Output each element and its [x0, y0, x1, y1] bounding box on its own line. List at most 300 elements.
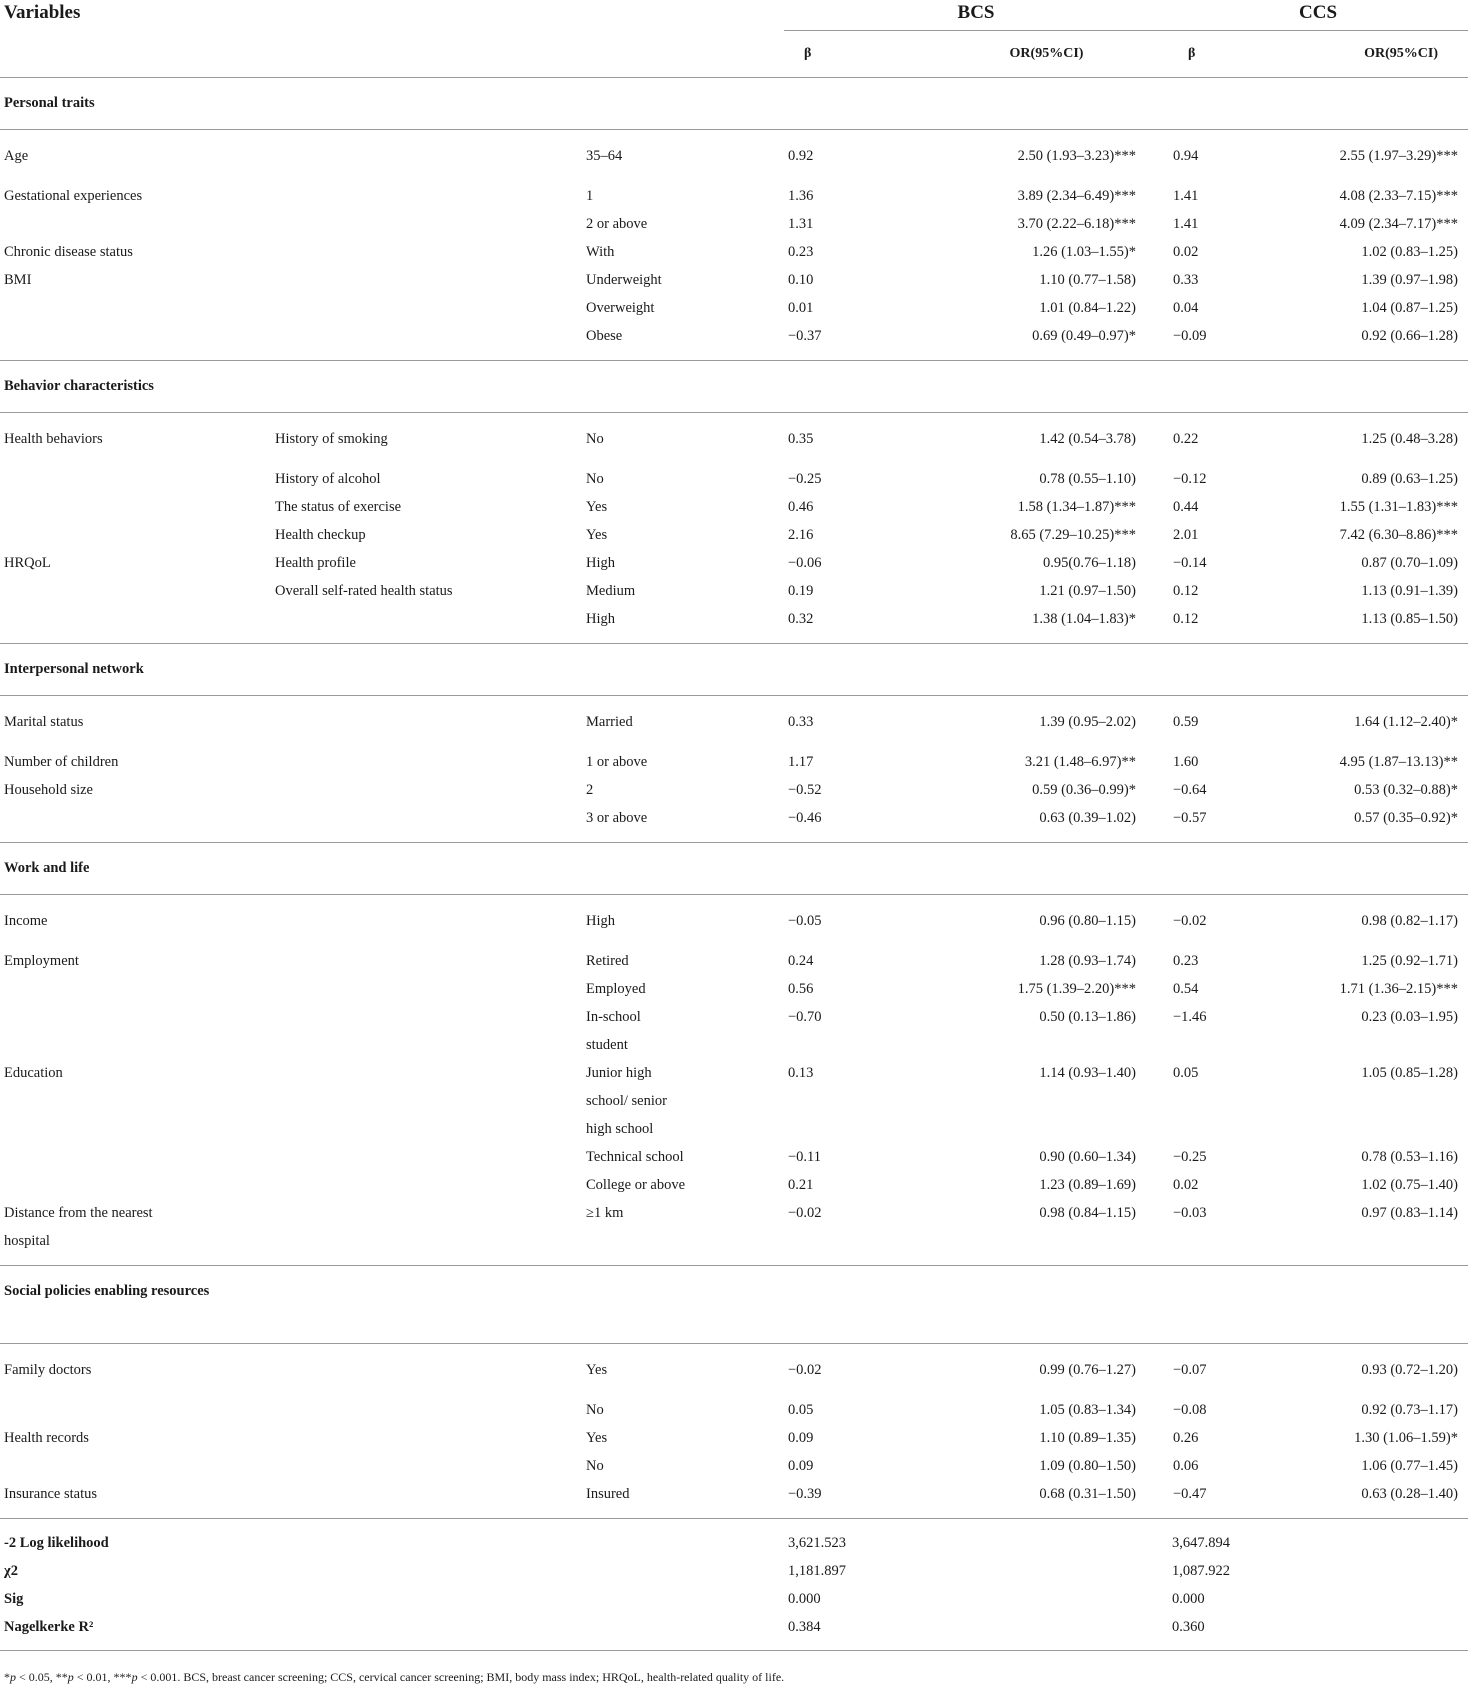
bcs-or-cell: 1.28 (0.93–1.74)	[1039, 953, 1136, 969]
sub-variable-cell	[271, 1396, 582, 1424]
variable-cell	[0, 130, 271, 183]
level-label: 3 or above	[586, 810, 648, 826]
ccs-or-cell: 0.23 (0.03–1.95)	[1361, 1009, 1459, 1025]
variable-cell	[0, 493, 271, 521]
ccs-beta-cell: 0.22	[1173, 431, 1199, 447]
bcs-beta-cell: 0.05	[788, 1402, 814, 1418]
level-label: No	[586, 1458, 604, 1474]
ccs-beta-cell: 0.02	[1173, 244, 1199, 260]
bcs-or-cell: 1.14 (0.93–1.40)	[1039, 1065, 1136, 1081]
sub-variable-cell: The status of exercise	[275, 499, 402, 515]
sub-variable-cell	[271, 322, 582, 361]
level-cell	[582, 577, 784, 605]
bcs-beta-cell: −0.39	[784, 1480, 925, 1519]
bcs-or-cell: 0.78 (0.55–1.10)	[1039, 471, 1136, 487]
stats-empty	[582, 1613, 784, 1651]
bcs-beta-cell: 0.33	[788, 714, 814, 730]
variable-cell	[0, 1199, 271, 1266]
bcs-beta-cell: −0.52	[788, 782, 822, 798]
level-label: ≥1 km	[586, 1205, 624, 1221]
stats-ccs-value: 1,087.922	[1172, 1563, 1230, 1579]
bcs-or-cell: 1.26 (1.03–1.55)*	[1032, 244, 1136, 260]
ccs-or-cell: 4.08 (2.33–7.15)***	[1339, 188, 1459, 204]
variable-cell	[0, 696, 271, 749]
variable-label: Age	[4, 148, 29, 164]
variable-cell	[0, 266, 271, 294]
sub-variable-cell	[271, 748, 582, 776]
table-row	[0, 549, 1468, 577]
table-row	[0, 182, 1468, 210]
variable-cell	[0, 1396, 271, 1424]
table-row	[0, 577, 1468, 605]
bcs-or-cell: 0.90 (0.60–1.34)	[1039, 1149, 1136, 1165]
level-cell	[582, 1143, 784, 1171]
level-label: Employed	[586, 981, 646, 997]
section-row-network	[0, 644, 1468, 696]
level-cell	[582, 1199, 784, 1266]
bcs-or-cell: 1.09 (0.80–1.50)	[1039, 1458, 1136, 1474]
variable-cell	[0, 748, 271, 776]
variable-label: Employment	[4, 953, 79, 969]
ccs-beta-cell: −0.57	[1168, 804, 1317, 843]
ccs-beta-cell: 0.06	[1173, 1458, 1199, 1474]
ccs-or-cell: 0.87 (0.70–1.09)	[1361, 555, 1459, 571]
stats-bcs-value: 0.384	[784, 1613, 1168, 1651]
level-label: Junior high school/ senior high school	[586, 1065, 667, 1137]
bcs-beta-cell: 0.92	[788, 148, 814, 164]
variable-cell	[0, 413, 271, 466]
level-label: Obese	[586, 328, 623, 344]
level-label: Underweight	[586, 272, 662, 288]
bcs-beta-cell: 0.56	[788, 981, 814, 997]
section-row-work	[0, 843, 1468, 895]
variable-label: Marital status	[4, 714, 84, 730]
table-row	[0, 1344, 1468, 1397]
level-label: Medium	[586, 583, 636, 599]
stats-ccs-value: 0.360	[1168, 1613, 1468, 1651]
table-row	[0, 1059, 1468, 1143]
level-label: Yes	[586, 1430, 608, 1446]
ccs-beta-cell: −0.14	[1173, 555, 1207, 571]
table-row	[0, 1424, 1468, 1452]
bcs-or-cell: 1.10 (0.89–1.35)	[1039, 1430, 1136, 1446]
variable-cell	[0, 521, 271, 549]
level-label: 2	[586, 782, 594, 798]
ccs-beta-cell: 0.23	[1173, 953, 1199, 969]
sub-variable-cell	[271, 1424, 582, 1452]
level-label: Technical school	[586, 1149, 684, 1165]
sub-variable-cell	[271, 1452, 582, 1480]
header-ccs-or: OR(95%CI)	[1317, 31, 1468, 78]
level-cell	[582, 1480, 784, 1519]
level-cell	[582, 549, 784, 577]
sub-variable-cell	[271, 238, 582, 266]
sub-variable-cell	[271, 1480, 582, 1519]
bcs-beta-cell: 0.35	[788, 431, 814, 447]
sub-variable-cell	[271, 182, 582, 210]
variable-cell	[0, 1171, 271, 1199]
level-cell	[582, 895, 784, 948]
bcs-or-cell: 1.38 (1.04–1.83)*	[925, 605, 1168, 644]
level-label: Insured	[586, 1486, 630, 1502]
table-row	[0, 210, 1468, 238]
sub-variable-cell	[271, 294, 582, 322]
bcs-or-cell: 3.21 (1.48–6.97)**	[1024, 754, 1136, 770]
level-cell	[582, 413, 784, 466]
ccs-beta-cell: −0.08	[1173, 1402, 1207, 1418]
ccs-or-cell: 4.95 (1.87–13.13)**	[1339, 754, 1459, 770]
ccs-beta-cell: −0.25	[1173, 1149, 1207, 1165]
ccs-beta-cell: 0.05	[1173, 1065, 1199, 1081]
stats-bcs-value: 1,181.897	[788, 1563, 846, 1579]
variable-cell	[0, 895, 271, 948]
sub-variable-cell	[271, 895, 582, 948]
level-label: Yes	[586, 527, 608, 543]
bcs-or-cell: 0.68 (0.31–1.50)	[925, 1480, 1168, 1519]
bcs-beta-cell: 0.21	[788, 1177, 814, 1193]
table-row	[0, 1452, 1468, 1480]
bcs-beta-cell: −0.37	[784, 322, 925, 361]
sub-variable-cell	[271, 804, 582, 843]
table-row	[0, 1143, 1468, 1171]
ccs-or-cell: 1.30 (1.06–1.59)*	[1354, 1430, 1459, 1446]
ccs-or-cell: 0.98 (0.82–1.17)	[1361, 913, 1459, 929]
ccs-or-cell: 1.64 (1.12–2.40)*	[1354, 714, 1459, 730]
bcs-or-cell: 0.63 (0.39–1.02)	[925, 804, 1168, 843]
level-label: High	[586, 555, 615, 571]
stats-ccs-value: 0.000	[1172, 1591, 1205, 1607]
bcs-beta-cell: −0.25	[788, 471, 822, 487]
level-cell	[582, 130, 784, 183]
bcs-or-cell: 0.69 (0.49–0.97)*	[925, 322, 1168, 361]
ccs-or-cell: 1.71 (1.36–2.15)***	[1339, 981, 1459, 997]
variable-cell	[0, 1003, 271, 1059]
variable-cell	[0, 1424, 271, 1452]
bcs-or-cell: 2.50 (1.93–3.23)***	[1017, 148, 1136, 164]
ccs-beta-cell: 0.54	[1173, 981, 1199, 997]
sub-variable-cell	[271, 1143, 582, 1171]
level-label: No	[586, 471, 604, 487]
table-row	[0, 605, 1468, 644]
variable-cell	[0, 975, 271, 1003]
level-cell	[582, 1452, 784, 1480]
level-label: 1 or above	[586, 754, 648, 770]
table-row	[0, 130, 1468, 183]
table-row	[0, 294, 1468, 322]
level-label: College or above	[586, 1177, 686, 1193]
ccs-or-cell: 0.57 (0.35–0.92)*	[1317, 804, 1468, 843]
header-bcs-beta: β	[784, 31, 925, 78]
variable-cell	[0, 804, 271, 843]
table-row	[0, 521, 1468, 549]
ccs-or-cell: 0.53 (0.32–0.88)*	[1354, 782, 1459, 798]
header-ccs-beta: β	[1168, 31, 1317, 78]
table-row	[0, 266, 1468, 294]
section-title: Work and life	[0, 843, 271, 895]
bcs-beta-cell: 1.17	[788, 754, 814, 770]
ccs-or-cell: 1.02 (0.83–1.25)	[1361, 244, 1459, 260]
level-cell	[582, 1059, 784, 1143]
level-cell	[582, 322, 784, 361]
variable-cell	[0, 1059, 271, 1143]
sub-variable-cell	[271, 1059, 582, 1143]
ccs-beta-cell: 2.01	[1173, 527, 1199, 543]
section-filler	[271, 361, 1468, 413]
variable-cell	[0, 549, 271, 577]
ccs-or-cell: 0.93 (0.72–1.20)	[1361, 1362, 1459, 1378]
sub-variable-cell	[271, 1171, 582, 1199]
level-label: High	[586, 913, 615, 929]
ccs-beta-cell: 0.02	[1173, 1177, 1199, 1193]
level-cell	[582, 975, 784, 1003]
level-cell	[582, 1424, 784, 1452]
ccs-beta-cell: −0.12	[1173, 471, 1207, 487]
section-filler	[271, 843, 1468, 895]
variable-label: Income	[4, 913, 48, 929]
level-cell	[582, 1003, 784, 1059]
stats-row	[0, 1519, 1468, 1558]
variable-cell	[0, 947, 271, 975]
ccs-or-cell: 0.89 (0.63–1.25)	[1361, 471, 1459, 487]
stats-bcs-value: 3,621.523	[788, 1535, 846, 1551]
variable-label: Health records	[4, 1430, 89, 1446]
bcs-beta-cell: 0.24	[788, 953, 814, 969]
variable-cell	[0, 776, 271, 804]
bcs-beta-cell: 1.36	[788, 188, 814, 204]
table-row	[0, 1396, 1468, 1424]
bcs-beta-cell: −0.05	[788, 913, 822, 929]
ccs-or-cell: 0.97 (0.83–1.14)	[1317, 1199, 1468, 1266]
variable-cell	[0, 1344, 271, 1397]
sub-variable-cell: History of alcohol	[275, 471, 381, 487]
variable-cell	[0, 294, 271, 322]
ccs-or-cell: 0.92 (0.73–1.17)	[1361, 1402, 1459, 1418]
sub-variable-cell	[271, 776, 582, 804]
ccs-or-cell: 1.02 (0.75–1.40)	[1361, 1177, 1459, 1193]
bcs-or-cell: 1.10 (0.77–1.58)	[1039, 272, 1136, 288]
section-title: Behavior characteristics	[0, 361, 271, 413]
level-cell	[582, 521, 784, 549]
table-row	[0, 493, 1468, 521]
bcs-beta-cell: 0.09	[788, 1430, 814, 1446]
bcs-beta-cell: 0.46	[788, 499, 814, 515]
bcs-beta-cell: 0.09	[788, 1458, 814, 1474]
level-label: Overweight	[586, 300, 655, 316]
bcs-or-cell: 0.50 (0.13–1.86)	[1039, 1009, 1136, 1025]
variable-label: Household size	[4, 782, 93, 798]
ccs-beta-cell: −0.07	[1173, 1362, 1207, 1378]
bcs-beta-cell: 2.16	[788, 527, 814, 543]
variable-cell	[0, 322, 271, 361]
table-row	[0, 804, 1468, 843]
variable-cell	[0, 238, 271, 266]
bcs-beta-cell: 0.10	[788, 272, 814, 288]
stats-row	[0, 1613, 1468, 1651]
table-row	[0, 975, 1468, 1003]
ccs-or-cell: 1.25 (0.48–3.28)	[1361, 431, 1459, 447]
bcs-beta-cell: −0.70	[788, 1009, 822, 1025]
ccs-or-cell: 1.55 (1.31–1.83)***	[1339, 499, 1459, 515]
ccs-beta-cell: 0.12	[1168, 605, 1317, 644]
header-ccs: CCS	[1168, 0, 1468, 31]
section-row-personal	[0, 78, 1468, 130]
ccs-or-cell: 0.92 (0.66–1.28)	[1317, 322, 1468, 361]
level-cell	[582, 1171, 784, 1199]
level-cell	[582, 947, 784, 975]
level-label: No	[586, 431, 604, 447]
stats-empty	[271, 1613, 582, 1651]
bcs-or-cell: 3.70 (2.22–6.18)***	[1017, 216, 1136, 232]
ccs-beta-cell: −0.03	[1168, 1199, 1317, 1266]
stats-empty	[582, 1557, 784, 1585]
sub-variable-cell	[271, 130, 582, 183]
bcs-or-cell: 0.96 (0.80–1.15)	[1039, 913, 1136, 929]
ccs-beta-cell: −0.64	[1173, 782, 1207, 798]
bcs-or-cell: 0.59 (0.36–0.99)*	[1032, 782, 1136, 798]
ccs-beta-cell: 0.59	[1173, 714, 1199, 730]
stats-empty	[271, 1519, 582, 1558]
sub-variable-cell: Health profile	[275, 555, 356, 571]
section-filler	[271, 644, 1468, 696]
level-cell	[582, 210, 784, 238]
sub-variable-cell	[271, 1003, 582, 1059]
table-row	[0, 776, 1468, 804]
ccs-or-cell: 0.78 (0.53–1.16)	[1361, 1149, 1459, 1165]
sub-variable-cell	[271, 696, 582, 749]
ccs-beta-cell: 0.44	[1173, 499, 1199, 515]
variable-label: Distance from the nearest hospital	[4, 1205, 153, 1249]
variable-label: Family doctors	[4, 1362, 92, 1378]
bcs-beta-cell: −0.11	[788, 1149, 822, 1165]
ccs-beta-cell: 0.12	[1173, 583, 1199, 599]
ccs-or-cell: 1.05 (0.85–1.28)	[1361, 1065, 1459, 1081]
bcs-beta-cell: 0.23	[788, 244, 814, 260]
level-cell	[582, 776, 784, 804]
ccs-or-cell: 1.13 (0.85–1.50)	[1317, 605, 1468, 644]
bcs-or-cell: 1.39 (0.95–2.02)	[1039, 714, 1136, 730]
bcs-beta-cell: 0.32	[784, 605, 925, 644]
level-label: 1	[586, 188, 594, 204]
table-row	[0, 1480, 1468, 1519]
sub-variable-cell	[271, 266, 582, 294]
level-label: With	[586, 244, 615, 260]
variable-cell	[0, 182, 271, 210]
variable-cell	[0, 577, 271, 605]
level-label: Retired	[586, 953, 629, 969]
variable-label: Education	[4, 1065, 63, 1081]
header-bcs: BCS	[784, 0, 1168, 31]
bcs-or-cell: 0.99 (0.76–1.27)	[1039, 1362, 1136, 1378]
bcs-or-cell: 1.05 (0.83–1.34)	[1039, 1402, 1136, 1418]
bcs-beta-cell: 0.19	[788, 583, 814, 599]
bcs-or-cell: 1.42 (0.54–3.78)	[1039, 431, 1136, 447]
table-row	[0, 238, 1468, 266]
section-title: Personal traits	[0, 78, 271, 130]
sub-variable-cell: History of smoking	[275, 431, 388, 447]
level-label: Married	[586, 714, 633, 730]
bcs-or-cell: 1.58 (1.34–1.87)***	[1017, 499, 1136, 515]
ccs-or-cell: 1.13 (0.91–1.39)	[1361, 583, 1459, 599]
bcs-beta-cell: 1.31	[788, 216, 814, 232]
table-row	[0, 1199, 1468, 1266]
stats-label: -2 Log likelihood	[4, 1535, 109, 1551]
stats-ccs-value: 3,647.894	[1172, 1535, 1230, 1551]
sub-variable-cell: Health checkup	[275, 527, 366, 543]
stats-row	[0, 1557, 1468, 1585]
level-cell	[582, 804, 784, 843]
variable-label: Insurance status	[4, 1486, 98, 1502]
level-cell	[582, 493, 784, 521]
ccs-beta-cell: 0.04	[1173, 300, 1199, 316]
section-title: Social policies enabling resources	[0, 1266, 271, 1344]
section-filler	[271, 78, 1468, 130]
bcs-beta-cell: −0.02	[788, 1362, 822, 1378]
table-row	[0, 1171, 1468, 1199]
level-label: Yes	[586, 1362, 608, 1378]
stats-row	[0, 1585, 1468, 1613]
level-cell	[582, 748, 784, 776]
stats-label: Nagelkerke R²	[0, 1613, 271, 1651]
header-bcs-or: OR(95%CI)	[925, 31, 1168, 78]
stats-label: Sig	[4, 1591, 24, 1607]
stats-empty	[582, 1519, 784, 1558]
stats-empty	[582, 1585, 784, 1613]
ccs-or-cell: 4.09 (2.34–7.17)***	[1339, 216, 1459, 232]
stats-empty	[271, 1557, 582, 1585]
level-cell	[582, 294, 784, 322]
table-row	[0, 1003, 1468, 1059]
ccs-or-cell: 7.42 (6.30–8.86)***	[1339, 527, 1459, 543]
ccs-beta-cell: −0.47	[1168, 1480, 1317, 1519]
sub-variable-cell	[271, 605, 582, 644]
table-row	[0, 696, 1468, 749]
section-row-behavior	[0, 361, 1468, 413]
bcs-or-cell: 1.21 (0.97–1.50)	[1039, 583, 1136, 599]
ccs-or-cell: 0.63 (0.28–1.40)	[1317, 1480, 1468, 1519]
ccs-beta-cell: −1.46	[1173, 1009, 1207, 1025]
bcs-beta-cell: 0.13	[788, 1065, 814, 1081]
header-row-groups	[0, 0, 1468, 31]
variable-label: Health behaviors	[4, 431, 103, 447]
level-cell	[582, 696, 784, 749]
bcs-beta-cell: 0.01	[788, 300, 814, 316]
level-label: Yes	[586, 499, 608, 515]
sub-variable-cell	[271, 975, 582, 1003]
variable-cell	[0, 210, 271, 238]
bcs-or-cell: 1.01 (0.84–1.22)	[1039, 300, 1136, 316]
level-cell	[582, 1344, 784, 1397]
table-row	[0, 947, 1468, 975]
level-cell	[582, 605, 784, 644]
variable-cell	[0, 1143, 271, 1171]
level-cell	[582, 465, 784, 493]
variable-label: HRQoL	[4, 555, 51, 571]
ccs-or-cell: 1.04 (0.87–1.25)	[1361, 300, 1459, 316]
sub-variable-cell: Overall self-rated health status	[275, 583, 453, 599]
header-row-columns	[0, 31, 1468, 78]
bcs-or-cell: 0.98 (0.84–1.15)	[925, 1199, 1168, 1266]
bcs-or-cell: 3.89 (2.34–6.49)***	[1017, 188, 1136, 204]
bcs-or-cell: 1.75 (1.39–2.20)***	[1017, 981, 1136, 997]
ccs-or-cell: 1.39 (0.97–1.98)	[1361, 272, 1459, 288]
level-cell	[582, 182, 784, 210]
stats-bcs-value: 0.000	[788, 1591, 821, 1607]
variable-label: Number of children	[4, 754, 119, 770]
sub-variable-cell	[271, 210, 582, 238]
bcs-or-cell: 0.95(0.76–1.18)	[1042, 555, 1136, 571]
ccs-beta-cell: −0.09	[1168, 322, 1317, 361]
variable-cell	[0, 605, 271, 644]
